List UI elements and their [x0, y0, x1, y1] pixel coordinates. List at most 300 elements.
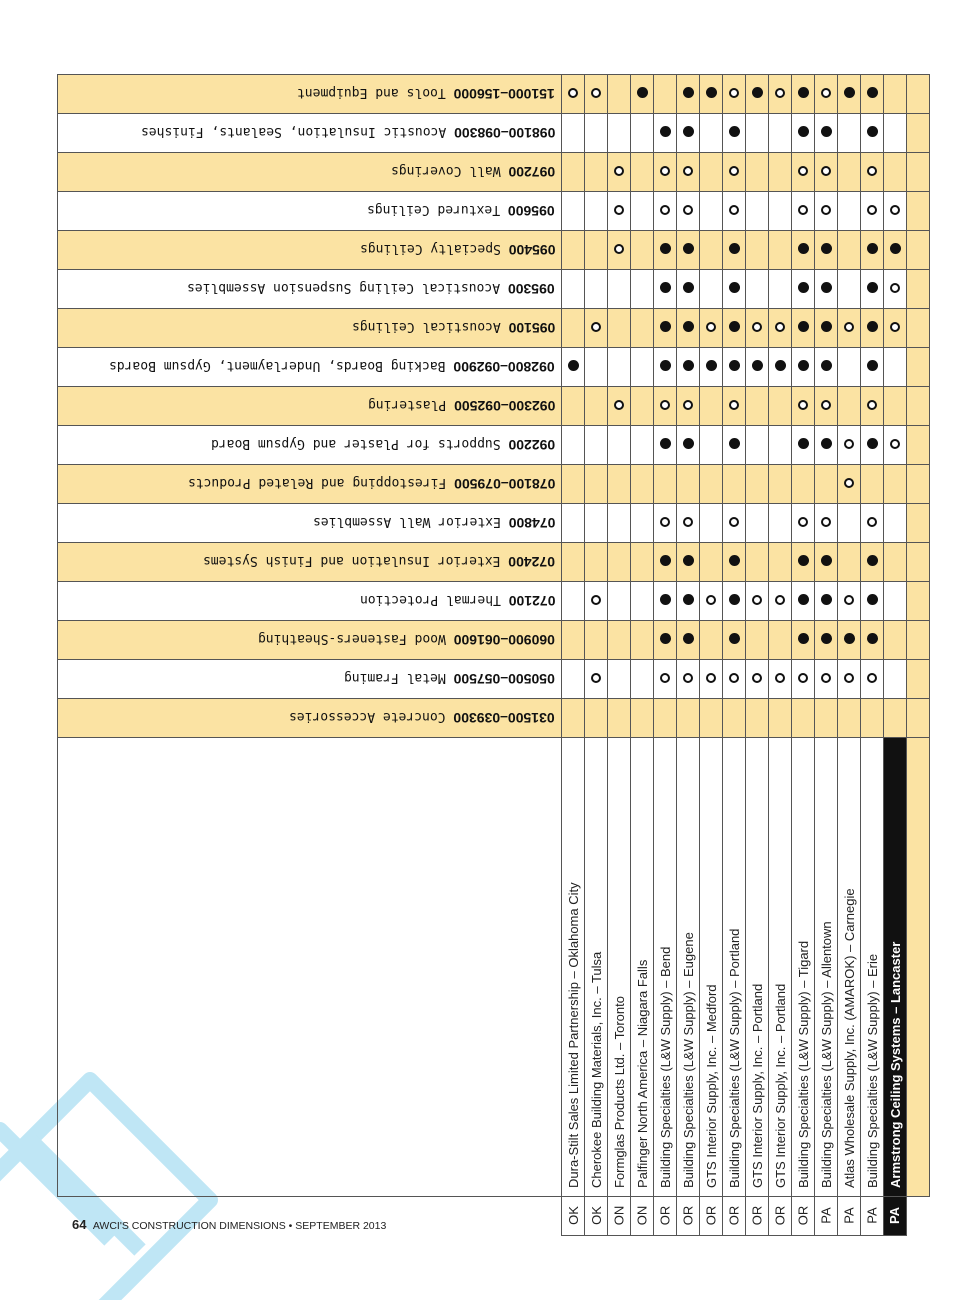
category-title-cell: [58, 660, 562, 699]
mark-cell: [815, 348, 838, 387]
mark-cell: [838, 582, 861, 621]
open-circle-icon: [798, 166, 808, 176]
mark-cell: [861, 504, 884, 543]
category-title-cell: [58, 582, 562, 621]
category-title: [368, 397, 555, 414]
open-circle-icon: [775, 673, 785, 683]
filled-dot-icon: [660, 243, 671, 254]
mark-cell: [792, 699, 815, 738]
category-code: 092200: [508, 437, 555, 453]
mark-cell: [700, 192, 723, 231]
mark-cell: [700, 543, 723, 582]
mark-cell: [792, 192, 815, 231]
open-circle-icon: [798, 205, 808, 215]
state-cell: [792, 1197, 815, 1236]
open-circle-icon: [729, 166, 739, 176]
mark-cell: [792, 543, 815, 582]
mark-cell: [861, 348, 884, 387]
mark-cell: [907, 153, 930, 192]
mark-cell: [585, 114, 608, 153]
mark-cell: [631, 270, 654, 309]
mark-cell: [815, 426, 838, 465]
mark-cell: [654, 660, 677, 699]
mark-cell: [562, 270, 585, 309]
mark-cell: [815, 153, 838, 192]
mark-cell: [608, 660, 631, 699]
mark-cell: [769, 309, 792, 348]
category-row: [58, 465, 930, 504]
mark-cell: [769, 543, 792, 582]
mark-cell: [861, 270, 884, 309]
mark-cell: [907, 660, 930, 699]
distributor-name-cell: [631, 738, 654, 1197]
distributor-name-cell: [769, 738, 792, 1197]
mark-cell: [769, 348, 792, 387]
mark-cell: [585, 231, 608, 270]
open-circle-icon: [821, 517, 831, 527]
mark-cell: [700, 270, 723, 309]
mark-cell: [815, 660, 838, 699]
mark-cell: [907, 543, 930, 582]
category-code: 092800–092900: [453, 359, 555, 375]
category-title: [360, 592, 555, 609]
category-title: [297, 85, 555, 102]
filled-dot-icon: [729, 633, 740, 644]
mark-cell: [700, 621, 723, 660]
mark-cell: [838, 153, 861, 192]
open-circle-icon: [614, 166, 624, 176]
mark-cell: [654, 582, 677, 621]
mark-cell: [815, 621, 838, 660]
mark-cell: [769, 504, 792, 543]
mark-cell: [792, 426, 815, 465]
mark-cell: [861, 582, 884, 621]
mark-cell: [769, 153, 792, 192]
mark-cell: [677, 699, 700, 738]
filled-dot-icon: [683, 87, 694, 98]
mark-cell: [677, 465, 700, 504]
mark-cell: [723, 309, 746, 348]
open-circle-icon: [683, 166, 693, 176]
category-title: [211, 436, 555, 453]
blank-corner-cell: [58, 738, 562, 1197]
mark-cell: [746, 75, 769, 114]
open-circle-icon: [729, 88, 739, 98]
mark-cell: [861, 465, 884, 504]
mark-cell: [861, 75, 884, 114]
mark-cell: [631, 153, 654, 192]
mark-cell: [792, 660, 815, 699]
mark-cell: [723, 699, 746, 738]
distributor-name: Building Specialties (L&W Supply) – Allentown: [819, 921, 834, 1188]
category-row: [58, 309, 930, 348]
mark-cell: [677, 75, 700, 114]
publication-line: AWCI'S CONSTRUCTION DIMENSIONS • SEPTEMBER 2013: [92, 1220, 387, 1232]
mark-cell: [608, 699, 631, 738]
mark-cell: [792, 621, 815, 660]
state-cell: [746, 1197, 769, 1236]
state-cell: [677, 1197, 700, 1236]
filled-dot-icon: [729, 243, 740, 254]
mark-cell: [884, 504, 907, 543]
mark-cell: [562, 114, 585, 153]
mark-cell: [907, 231, 930, 270]
filled-dot-icon: [867, 438, 878, 449]
filled-dot-icon: [683, 594, 694, 605]
mark-cell: [815, 387, 838, 426]
mark-cell: [562, 231, 585, 270]
mark-cell: [838, 660, 861, 699]
mark-cell: [746, 426, 769, 465]
open-circle-icon: [683, 400, 693, 410]
category-title-cell: [58, 543, 562, 582]
open-circle-icon: [867, 517, 877, 527]
mark-cell: [861, 699, 884, 738]
mark-cell: [792, 75, 815, 114]
category-code: 072400: [508, 554, 555, 570]
filled-dot-icon: [798, 321, 809, 332]
mark-cell: [585, 348, 608, 387]
mark-cell: [884, 348, 907, 387]
distributor-name-cell: [608, 738, 631, 1197]
mark-cell: [815, 114, 838, 153]
category-row: [58, 348, 930, 387]
mark-cell: [631, 114, 654, 153]
mark-cell: [700, 582, 723, 621]
open-circle-icon: [890, 283, 900, 293]
state-code: OR: [795, 1205, 811, 1226]
filled-dot-icon: [752, 87, 763, 98]
distributor-name-cell: [792, 738, 815, 1197]
mark-cell: [608, 75, 631, 114]
category-title-cell: [58, 114, 562, 153]
state-code: OR: [703, 1205, 719, 1226]
category-title: [313, 514, 555, 531]
mark-cell: [700, 231, 723, 270]
open-circle-icon: [821, 205, 831, 215]
open-circle-icon: [614, 205, 624, 215]
filled-dot-icon: [821, 321, 832, 332]
distributor-name: Atlas Wholesale Supply, Inc. (AMAROK) – Carnegie: [842, 888, 857, 1188]
category-code: 095600: [508, 203, 555, 219]
category-title-cell: [58, 699, 562, 738]
mark-cell: [654, 348, 677, 387]
mark-cell: [585, 582, 608, 621]
category-description: Acoustic Insulation, Sealants, Finishes: [140, 124, 454, 139]
distributor-name-cell: [838, 738, 861, 1197]
filled-dot-icon: [729, 594, 740, 605]
open-circle-icon: [660, 166, 670, 176]
mark-cell: [792, 231, 815, 270]
state-code: ON: [634, 1205, 650, 1226]
mark-cell: [838, 699, 861, 738]
category-row: [58, 582, 930, 621]
mark-cell: [677, 231, 700, 270]
mark-cell: [700, 348, 723, 387]
mark-cell: [585, 270, 608, 309]
mark-cell: [585, 543, 608, 582]
open-circle-icon: [821, 400, 831, 410]
mark-cell: [608, 465, 631, 504]
category-description: Exterior Wall Assemblies: [312, 514, 509, 529]
state-code: PA: [864, 1207, 880, 1224]
mark-cell: [700, 309, 723, 348]
mark-cell: [631, 465, 654, 504]
mark-cell: [631, 660, 654, 699]
mark-cell: [608, 153, 631, 192]
distributor-name: Armstrong Ceiling Systems – Lancaster: [888, 941, 903, 1188]
mark-cell: [884, 153, 907, 192]
mark-cell: [585, 621, 608, 660]
open-circle-icon: [821, 166, 831, 176]
category-row: [58, 270, 930, 309]
category-code: 031500–039300: [453, 710, 555, 726]
mark-cell: [562, 309, 585, 348]
state-code: ON: [611, 1205, 627, 1226]
distributor-name: GTS Interior Supply, Inc. – Medford: [704, 984, 719, 1188]
open-circle-icon: [867, 400, 877, 410]
filled-dot-icon: [821, 438, 832, 449]
mark-cell: [884, 75, 907, 114]
distributor-name-cell: [746, 738, 769, 1197]
filled-dot-icon: [683, 438, 694, 449]
mark-cell: [631, 192, 654, 231]
open-circle-icon: [890, 322, 900, 332]
mark-cell: [654, 192, 677, 231]
category-code: 050500–057500: [453, 671, 555, 687]
mark-cell: [838, 426, 861, 465]
mark-cell: [562, 348, 585, 387]
mark-cell: [815, 231, 838, 270]
category-title: [352, 319, 555, 336]
mark-cell: [723, 465, 746, 504]
category-title: [203, 553, 555, 570]
mark-cell: [769, 270, 792, 309]
mark-cell: [792, 582, 815, 621]
mark-cell: [631, 504, 654, 543]
mark-cell: [723, 621, 746, 660]
mark-cell: [631, 699, 654, 738]
mark-cell: [654, 114, 677, 153]
mark-cell: [838, 270, 861, 309]
mark-cell: [700, 660, 723, 699]
mark-cell: [654, 75, 677, 114]
mark-cell: [861, 114, 884, 153]
state-code: OR: [657, 1205, 673, 1226]
category-code: 095400: [508, 242, 555, 258]
open-circle-icon: [706, 673, 716, 683]
mark-cell: [907, 114, 930, 153]
mark-cell: [723, 75, 746, 114]
open-circle-icon: [706, 322, 716, 332]
open-circle-icon: [729, 673, 739, 683]
filled-dot-icon: [867, 594, 878, 605]
filled-dot-icon: [729, 282, 740, 293]
mark-cell: [562, 504, 585, 543]
category-title-cell: [58, 75, 562, 114]
state-cell: [769, 1197, 792, 1236]
mark-cell: [723, 543, 746, 582]
open-circle-icon: [752, 595, 762, 605]
mark-cell: [838, 621, 861, 660]
mark-cell: [907, 270, 930, 309]
category-title: [367, 202, 555, 219]
mark-cell: [746, 387, 769, 426]
mark-cell: [677, 348, 700, 387]
category-row: [58, 75, 930, 114]
open-circle-icon: [729, 205, 739, 215]
open-circle-icon: [568, 88, 578, 98]
mark-cell: [700, 465, 723, 504]
mark-cell: [746, 348, 769, 387]
mark-cell: [677, 309, 700, 348]
mark-cell: [677, 114, 700, 153]
open-circle-icon: [729, 400, 739, 410]
filled-dot-icon: [729, 360, 740, 371]
category-code: 074800: [508, 515, 555, 531]
category-description: Metal Framing: [344, 670, 454, 685]
mark-cell: [838, 231, 861, 270]
category-row: [58, 660, 930, 699]
filled-dot-icon: [821, 633, 832, 644]
state-cell: [723, 1197, 746, 1236]
mark-cell: [838, 75, 861, 114]
state-cell: [631, 1197, 654, 1236]
mark-cell: [769, 621, 792, 660]
open-circle-icon: [867, 166, 877, 176]
category-title-cell: [58, 153, 562, 192]
mark-cell: [907, 348, 930, 387]
category-description: Tools and Equipment: [297, 85, 454, 100]
mark-cell: [746, 231, 769, 270]
open-circle-icon: [614, 244, 624, 254]
state-cell: [838, 1197, 861, 1236]
mark-cell: [769, 660, 792, 699]
mark-cell: [907, 582, 930, 621]
open-circle-icon: [775, 88, 785, 98]
mark-cell: [884, 231, 907, 270]
filled-dot-icon: [683, 360, 694, 371]
category-row: [58, 153, 930, 192]
mark-cell: [907, 621, 930, 660]
mark-cell: [608, 582, 631, 621]
open-circle-icon: [798, 400, 808, 410]
mark-cell: [677, 660, 700, 699]
category-row: [58, 426, 930, 465]
mark-cell: [723, 426, 746, 465]
filled-dot-icon: [798, 594, 809, 605]
mark-cell: [608, 621, 631, 660]
category-title-cell: [58, 621, 562, 660]
mark-cell: [700, 504, 723, 543]
mark-cell: [654, 465, 677, 504]
filled-dot-icon: [683, 555, 694, 566]
state-cell: [700, 1197, 723, 1236]
filled-dot-icon: [660, 594, 671, 605]
mark-cell: [631, 75, 654, 114]
category-title: [289, 709, 555, 726]
page-footer: [72, 1217, 386, 1232]
distributor-name: Building Specialties (L&W Supply) – Erie: [865, 953, 880, 1188]
mark-cell: [562, 621, 585, 660]
mark-cell: [746, 270, 769, 309]
filled-dot-icon: [729, 555, 740, 566]
filled-dot-icon: [798, 633, 809, 644]
open-circle-icon: [591, 322, 601, 332]
mark-cell: [585, 504, 608, 543]
mark-cell: [562, 387, 585, 426]
distributor-name-cell: [861, 738, 884, 1197]
filled-dot-icon: [683, 126, 694, 137]
mark-cell: [700, 699, 723, 738]
category-row: [58, 543, 930, 582]
filled-dot-icon: [867, 555, 878, 566]
open-circle-icon: [729, 517, 739, 527]
distributor-name-cell: [723, 738, 746, 1197]
mark-cell: [608, 504, 631, 543]
mark-cell: [631, 621, 654, 660]
filled-dot-icon: [660, 126, 671, 137]
category-row: [58, 387, 930, 426]
mark-cell: [746, 504, 769, 543]
open-circle-icon: [614, 400, 624, 410]
category-code: 092300–092500: [453, 398, 555, 414]
mark-cell: [861, 192, 884, 231]
category-code: 097200: [508, 164, 555, 180]
distributor-name: Building Specialties (L&W Supply) – Eugene: [681, 932, 696, 1188]
mark-cell: [677, 426, 700, 465]
distributor-name: Building Specialties (L&W Supply) – Portland: [727, 928, 742, 1188]
mark-cell: [815, 543, 838, 582]
mark-cell: [562, 660, 585, 699]
filled-dot-icon: [867, 282, 878, 293]
filled-dot-icon: [798, 555, 809, 566]
state-cell: [884, 1197, 907, 1236]
state-code: PA: [887, 1206, 903, 1225]
filled-dot-icon: [890, 243, 901, 254]
open-circle-icon: [683, 205, 693, 215]
filled-dot-icon: [683, 321, 694, 332]
category-description: Plastering: [367, 397, 454, 412]
category-description: Wall Coverings: [390, 163, 509, 178]
category-description: Concrete Accessories: [289, 709, 454, 724]
mark-cell: [907, 192, 930, 231]
filled-dot-icon: [867, 126, 878, 137]
filled-dot-icon: [821, 594, 832, 605]
mark-cell: [746, 114, 769, 153]
mark-cell: [654, 387, 677, 426]
mark-cell: [723, 270, 746, 309]
mark-cell: [654, 309, 677, 348]
filled-dot-icon: [706, 87, 717, 98]
mark-cell: [815, 270, 838, 309]
filled-dot-icon: [821, 126, 832, 137]
mark-cell: [585, 75, 608, 114]
open-circle-icon: [844, 478, 854, 488]
mark-cell: [654, 270, 677, 309]
filled-dot-icon: [798, 87, 809, 98]
mark-cell: [631, 309, 654, 348]
mark-cell: [608, 309, 631, 348]
mark-cell: [884, 270, 907, 309]
mark-cell: [677, 192, 700, 231]
mark-cell: [838, 504, 861, 543]
distributor-name-cell: [677, 738, 700, 1197]
state-cell: [861, 1197, 884, 1236]
mark-cell: [631, 426, 654, 465]
mark-cell: [792, 504, 815, 543]
distributor-name-cell: [815, 738, 838, 1197]
